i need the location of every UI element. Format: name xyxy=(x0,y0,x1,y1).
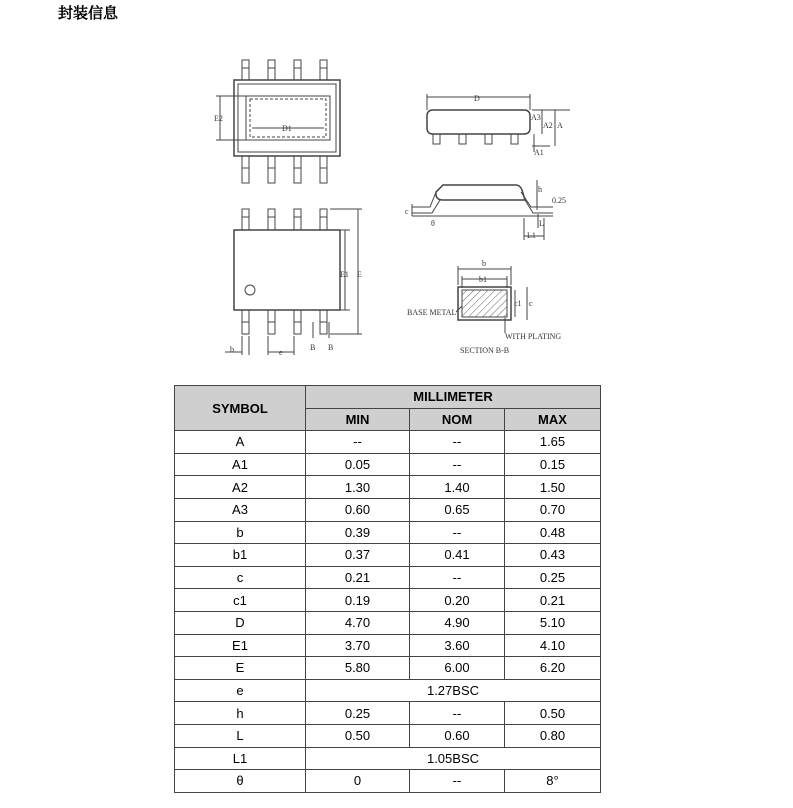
table-row xyxy=(175,589,601,612)
nom-cell: 0.41 xyxy=(410,544,505,567)
table-row xyxy=(175,770,601,793)
min-header: MIN xyxy=(306,408,410,431)
dim-label-e: E xyxy=(357,270,362,279)
min-cell: 3.70 xyxy=(306,634,410,657)
bsc-value-cell: 1.05BSC xyxy=(306,747,601,770)
nom-cell: 3.60 xyxy=(410,634,505,657)
min-cell: 4.70 xyxy=(306,611,410,634)
millimeter-header: MILLIMETER xyxy=(306,386,601,409)
table-body xyxy=(175,431,601,793)
table-row xyxy=(175,611,601,634)
max-cell: 1.50 xyxy=(505,476,601,499)
with-plating-label: WITH PLATING xyxy=(505,332,562,341)
dim-label-c: c xyxy=(405,207,409,216)
max-cell: 0.25 xyxy=(505,566,601,589)
top-view xyxy=(216,60,340,183)
nom-cell: 0.60 xyxy=(410,724,505,747)
base-metal-label: BASE METAL xyxy=(407,308,457,317)
min-cell: 5.80 xyxy=(306,657,410,680)
min-cell: -- xyxy=(306,431,410,454)
dim-label-b: b xyxy=(230,345,234,354)
table-row xyxy=(175,724,601,747)
max-header: MAX xyxy=(505,408,601,431)
nom-cell: 6.00 xyxy=(410,657,505,680)
nom-cell: -- xyxy=(410,566,505,589)
min-cell: 0.25 xyxy=(306,702,410,725)
symbol-cell: b xyxy=(175,521,306,544)
table-row xyxy=(175,657,601,680)
section-label-c1: c1 xyxy=(514,299,522,308)
nom-cell: 4.90 xyxy=(410,611,505,634)
dim-label-l: L xyxy=(539,219,544,228)
table-row xyxy=(175,566,601,589)
table-row xyxy=(175,521,601,544)
symbol-cell: A1 xyxy=(175,453,306,476)
max-cell: 0.21 xyxy=(505,589,601,612)
min-cell: 0.19 xyxy=(306,589,410,612)
min-cell: 0.37 xyxy=(306,544,410,567)
table-row xyxy=(175,702,601,725)
bsc-value-cell: 1.27BSC xyxy=(306,679,601,702)
max-cell: 0.80 xyxy=(505,724,601,747)
nom-cell: 1.40 xyxy=(410,476,505,499)
section-label-b1: b1 xyxy=(479,275,487,284)
nom-cell: 0.20 xyxy=(410,589,505,612)
nom-cell: -- xyxy=(410,770,505,793)
symbol-cell: c xyxy=(175,566,306,589)
dim-label-h: h xyxy=(538,185,542,194)
symbol-cell: L1 xyxy=(175,747,306,770)
dim-label-l1: L1 xyxy=(527,231,536,240)
nom-cell: 0.65 xyxy=(410,498,505,521)
symbol-header: SYMBOL xyxy=(175,386,306,431)
symbol-cell: E xyxy=(175,657,306,680)
symbol-cell: θ xyxy=(175,770,306,793)
dim-label-a: A xyxy=(557,121,563,130)
min-cell: 0.50 xyxy=(306,724,410,747)
symbol-cell: A2 xyxy=(175,476,306,499)
section-title: 封装信息 xyxy=(58,4,119,22)
dim-label-a3: A3 xyxy=(531,113,541,122)
max-cell: 8° xyxy=(505,770,601,793)
max-cell: 5.10 xyxy=(505,611,601,634)
nom-cell: -- xyxy=(410,521,505,544)
max-cell: 0.48 xyxy=(505,521,601,544)
min-cell: 0.05 xyxy=(306,453,410,476)
table-row xyxy=(175,679,601,702)
dim-label-d: D xyxy=(474,94,480,103)
symbol-cell: e xyxy=(175,679,306,702)
symbol-cell: A xyxy=(175,431,306,454)
max-cell: 1.65 xyxy=(505,431,601,454)
dim-label-angle: 0.25 xyxy=(552,196,566,205)
min-cell: 0.21 xyxy=(306,566,410,589)
section-mark-b-right: B xyxy=(328,343,334,352)
dim-label-d1: D1 xyxy=(282,124,292,133)
table-row xyxy=(175,453,601,476)
symbol-cell: b1 xyxy=(175,544,306,567)
section-mark-b-left: B xyxy=(310,343,316,352)
table-row xyxy=(175,498,601,521)
symbol-cell: E1 xyxy=(175,634,306,657)
nom-header: NOM xyxy=(410,408,505,431)
table-row xyxy=(175,544,601,567)
package-drawing xyxy=(0,0,793,380)
min-cell: 0.60 xyxy=(306,498,410,521)
table-row xyxy=(175,476,601,499)
min-cell: 0.39 xyxy=(306,521,410,544)
dim-label-a1: A1 xyxy=(534,148,544,157)
section-label-c: c xyxy=(529,299,533,308)
min-cell: 0 xyxy=(306,770,410,793)
nom-cell: -- xyxy=(410,453,505,476)
bottom-view xyxy=(225,209,362,355)
symbol-cell: L xyxy=(175,724,306,747)
min-cell: 1.30 xyxy=(306,476,410,499)
symbol-cell: A3 xyxy=(175,498,306,521)
table-row xyxy=(175,634,601,657)
nom-cell: -- xyxy=(410,431,505,454)
max-cell: 6.20 xyxy=(505,657,601,680)
dim-label-theta: θ xyxy=(431,219,435,228)
table-row xyxy=(175,431,601,454)
max-cell: 0.15 xyxy=(505,453,601,476)
max-cell: 0.70 xyxy=(505,498,601,521)
symbol-cell: h xyxy=(175,702,306,725)
dimensions-table xyxy=(174,385,601,793)
dim-label-e2: E2 xyxy=(214,114,223,123)
table-row xyxy=(175,747,601,770)
symbol-cell: c1 xyxy=(175,589,306,612)
symbol-cell: D xyxy=(175,611,306,634)
section-title-label: SECTION B-B xyxy=(460,346,510,355)
nom-cell: -- xyxy=(410,702,505,725)
max-cell: 0.50 xyxy=(505,702,601,725)
section-label-b: b xyxy=(482,259,486,268)
dim-label-a2: A2 xyxy=(543,121,553,130)
dim-label-e-pitch: e xyxy=(279,348,283,357)
dim-label-e1: E1 xyxy=(340,270,349,279)
max-cell: 0.43 xyxy=(505,544,601,567)
max-cell: 4.10 xyxy=(505,634,601,657)
